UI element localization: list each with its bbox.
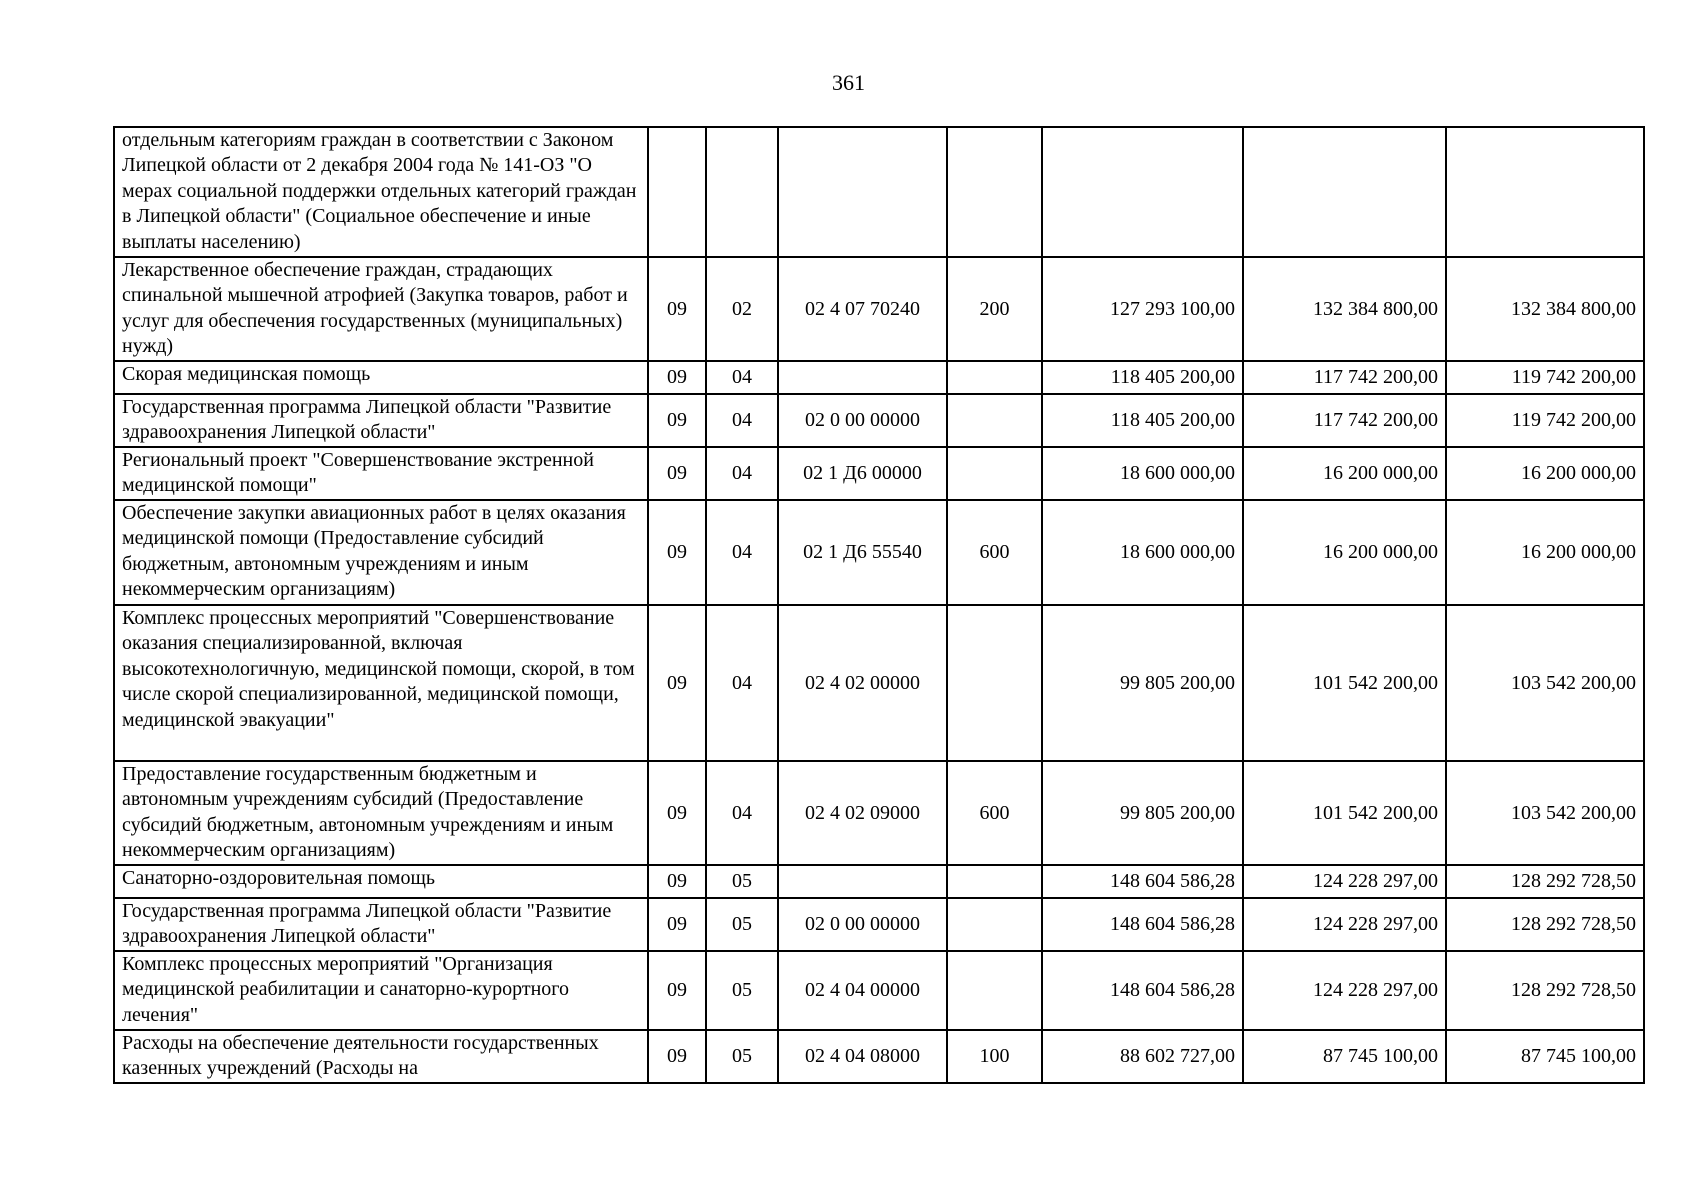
amount-year-1: 148 604 586,28	[1042, 951, 1243, 1030]
section-code: 09	[648, 500, 706, 605]
amount-year-2: 101 542 200,00	[1243, 761, 1446, 865]
amount-year-2: 132 384 800,00	[1243, 257, 1446, 361]
amount-year-1: 18 600 000,00	[1042, 447, 1243, 500]
target-article-code: 02 4 02 09000	[778, 761, 947, 865]
budget-table	[113, 126, 1645, 1084]
section-code: 09	[648, 447, 706, 500]
target-article-code	[778, 127, 947, 257]
table-row	[114, 500, 1644, 605]
section-code: 09	[648, 898, 706, 951]
expense-type-code: 100	[947, 1030, 1042, 1083]
expense-type-code	[947, 898, 1042, 951]
amount-year-1: 118 405 200,00	[1042, 394, 1243, 447]
target-article-code: 02 0 00 00000	[778, 394, 947, 447]
table-row	[114, 865, 1644, 898]
target-article-code: 02 1 Д6 00000	[778, 447, 947, 500]
table-row	[114, 951, 1644, 1030]
expense-name: Скорая медицинская помощь	[114, 361, 648, 394]
target-article-code: 02 1 Д6 55540	[778, 500, 947, 605]
table-row	[114, 898, 1644, 951]
expense-name: Предоставление государственным бюджетным и автономным учреждениям субсидий (Предоставление субсидий бюджетным, автономным учреждениям и иным некоммерческим организациям)	[114, 761, 648, 865]
amount-year-2: 117 742 200,00	[1243, 361, 1446, 394]
expense-type-code: 200	[947, 257, 1042, 361]
amount-year-1	[1042, 127, 1243, 257]
amount-year-1: 99 805 200,00	[1042, 605, 1243, 761]
subsection-code: 05	[706, 865, 778, 898]
expense-name: Санаторно-оздоровительная помощь	[114, 865, 648, 898]
expense-type-code	[947, 394, 1042, 447]
amount-year-1: 148 604 586,28	[1042, 865, 1243, 898]
subsection-code: 05	[706, 1030, 778, 1083]
amount-year-2: 124 228 297,00	[1243, 951, 1446, 1030]
amount-year-3: 119 742 200,00	[1446, 361, 1644, 394]
section-code: 09	[648, 394, 706, 447]
amount-year-3	[1446, 127, 1644, 257]
expense-type-code	[947, 865, 1042, 898]
page-number: 361	[832, 70, 865, 95]
amount-year-2: 124 228 297,00	[1243, 865, 1446, 898]
section-code: 09	[648, 257, 706, 361]
amount-year-1: 88 602 727,00	[1042, 1030, 1243, 1083]
amount-year-3: 119 742 200,00	[1446, 394, 1644, 447]
table-row	[114, 361, 1644, 394]
subsection-code: 04	[706, 361, 778, 394]
subsection-code: 04	[706, 447, 778, 500]
expense-type-code: 600	[947, 500, 1042, 605]
amount-year-3: 128 292 728,50	[1446, 898, 1644, 951]
amount-year-3: 132 384 800,00	[1446, 257, 1644, 361]
amount-year-2: 124 228 297,00	[1243, 898, 1446, 951]
expense-name: Государственная программа Липецкой области "Развитие здравоохранения Липецкой области"	[114, 898, 648, 951]
amount-year-2: 87 745 100,00	[1243, 1030, 1446, 1083]
expense-type-code	[947, 127, 1042, 257]
target-article-code	[778, 865, 947, 898]
section-code: 09	[648, 865, 706, 898]
expense-name: Комплекс процессных мероприятий "Совершенствование оказания специализированной, включая высокотехнологичную, медицинской помощи, скорой, в том числе скорой специализированной, медицинской помощи, медицинской эвакуации"	[114, 605, 648, 761]
subsection-code: 05	[706, 951, 778, 1030]
target-article-code: 02 4 04 08000	[778, 1030, 947, 1083]
amount-year-3: 87 745 100,00	[1446, 1030, 1644, 1083]
expense-name: Государственная программа Липецкой области "Развитие здравоохранения Липецкой области"	[114, 394, 648, 447]
table-row	[114, 447, 1644, 500]
subsection-code: 05	[706, 898, 778, 951]
amount-year-1: 148 604 586,28	[1042, 898, 1243, 951]
target-article-code: 02 4 02 00000	[778, 605, 947, 761]
subsection-code: 02	[706, 257, 778, 361]
subsection-code	[706, 127, 778, 257]
table-row	[114, 127, 1644, 257]
target-article-code	[778, 361, 947, 394]
section-code: 09	[648, 761, 706, 865]
subsection-code: 04	[706, 394, 778, 447]
subsection-code: 04	[706, 605, 778, 761]
section-code	[648, 127, 706, 257]
expense-name: Расходы на обеспечение деятельности государственных казенных учреждений (Расходы на	[114, 1030, 648, 1083]
amount-year-3: 103 542 200,00	[1446, 761, 1644, 865]
table-row	[114, 394, 1644, 447]
subsection-code: 04	[706, 500, 778, 605]
expense-type-code	[947, 447, 1042, 500]
section-code: 09	[648, 951, 706, 1030]
table-row	[114, 605, 1644, 761]
target-article-code: 02 4 07 70240	[778, 257, 947, 361]
expense-type-code	[947, 951, 1042, 1030]
expense-name: отдельным категориям граждан в соответствии с Законом Липецкой области от 2 декабря 2004 года № 141-ОЗ "О мерах социальной поддержки отдельных категорий граждан в Липецкой области" (Социальное обеспечение и иные выплаты населению)	[114, 127, 648, 257]
expense-name: Комплекс процессных мероприятий "Организация медицинской реабилитации и санаторно-курортного лечения"	[114, 951, 648, 1030]
target-article-code: 02 4 04 00000	[778, 951, 947, 1030]
expense-name: Обеспечение закупки авиационных работ в целях оказания медицинской помощи (Предоставление субсидий бюджетным, автономным учреждениям и иным некоммерческим организациям)	[114, 500, 648, 605]
subsection-code: 04	[706, 761, 778, 865]
target-article-code: 02 0 00 00000	[778, 898, 947, 951]
amount-year-3: 16 200 000,00	[1446, 500, 1644, 605]
amount-year-3: 128 292 728,50	[1446, 865, 1644, 898]
amount-year-1: 99 805 200,00	[1042, 761, 1243, 865]
amount-year-1: 118 405 200,00	[1042, 361, 1243, 394]
table-row	[114, 1030, 1644, 1083]
amount-year-2: 101 542 200,00	[1243, 605, 1446, 761]
amount-year-1: 18 600 000,00	[1042, 500, 1243, 605]
expense-name: Региональный проект "Совершенствование экстренной медицинской помощи"	[114, 447, 648, 500]
table-row	[114, 257, 1644, 361]
expense-type-code	[947, 605, 1042, 761]
section-code: 09	[648, 361, 706, 394]
amount-year-3: 16 200 000,00	[1446, 447, 1644, 500]
section-code: 09	[648, 605, 706, 761]
amount-year-2	[1243, 127, 1446, 257]
amount-year-3: 103 542 200,00	[1446, 605, 1644, 761]
table-row	[114, 761, 1644, 865]
expense-name: Лекарственное обеспечение граждан, страдающих спинальной мышечной атрофией (Закупка товаров, работ и услуг для обеспечения государственных (муниципальных) нужд)	[114, 257, 648, 361]
amount-year-2: 117 742 200,00	[1243, 394, 1446, 447]
amount-year-2: 16 200 000,00	[1243, 500, 1446, 605]
amount-year-3: 128 292 728,50	[1446, 951, 1644, 1030]
section-code: 09	[648, 1030, 706, 1083]
amount-year-2: 16 200 000,00	[1243, 447, 1446, 500]
expense-type-code: 600	[947, 761, 1042, 865]
amount-year-1: 127 293 100,00	[1042, 257, 1243, 361]
expense-type-code	[947, 361, 1042, 394]
